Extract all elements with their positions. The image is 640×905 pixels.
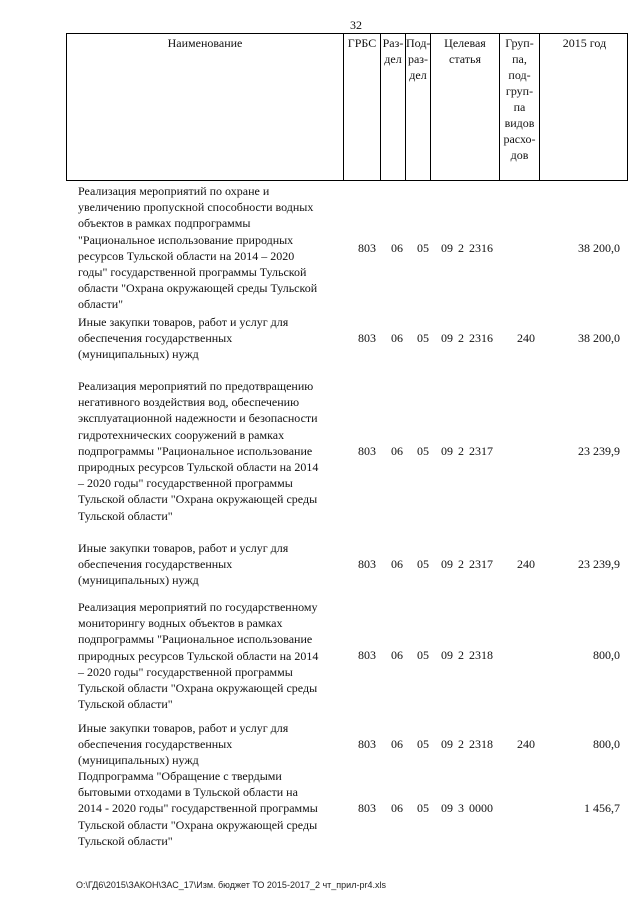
row-grbs: 803 xyxy=(358,331,376,345)
row-sum: 23 239,9 xyxy=(578,444,620,458)
row-podrazdel: 05 xyxy=(417,801,429,815)
row-name: Иные закупки товаров, работ и услуг для обеспечения государственных (муниципальных) нужд xyxy=(78,541,289,588)
row-podrazdel: 05 xyxy=(417,331,429,345)
row-sum: 1 456,7 xyxy=(584,801,620,815)
table-header xyxy=(66,33,628,181)
row-cel: 09 2 2316 xyxy=(441,331,493,345)
row-sum: 800,0 xyxy=(593,737,620,751)
row-name: Подпрограмма "Обращение с твердыми бытовыми отходами в Тульской области на 2014 - 2020 годы" государственной программы Тульской области "Охрана окружающей среды Тульской области" xyxy=(78,769,318,848)
header-grbs: ГРБС xyxy=(344,34,381,180)
row-name: Иные закупки товаров, работ и услуг для обеспечения государственных (муниципальных) нужд xyxy=(78,315,289,362)
row-razdel: 06 xyxy=(391,648,403,662)
row-sum: 38 200,0 xyxy=(578,331,620,345)
row-name: Реализация мероприятий по охране и увеличению пропускной способности водных объектов в рамках подпрограммы "Рациональное использование природных ресурсов Тульской области на 2014 – 2020 годы" государственной программы Тульской области "Охрана окружающей среды Тульской области" xyxy=(78,184,318,312)
row-cel: 09 2 2318 xyxy=(441,737,493,751)
row-razdel: 06 xyxy=(391,737,403,751)
row-grbs: 803 xyxy=(358,737,376,751)
row-sum: 800,0 xyxy=(593,648,620,662)
row-grp: 240 xyxy=(517,557,535,571)
row-cel: 09 3 0000 xyxy=(441,801,493,815)
row-grbs: 803 xyxy=(358,801,376,815)
page-number: 32 xyxy=(350,18,362,32)
row-razdel: 06 xyxy=(391,444,403,458)
header-year: 2015 год xyxy=(562,36,607,50)
header-gruppa: Груп- па, под- груп- па видов расхо- дов xyxy=(500,34,540,180)
row-grbs: 803 xyxy=(358,557,376,571)
row-grbs: 803 xyxy=(358,444,376,458)
row-cel: 09 2 2317 xyxy=(441,444,493,458)
row-cel: 09 2 2316 xyxy=(441,241,493,255)
row-podrazdel: 05 xyxy=(417,737,429,751)
row-podrazdel: 05 xyxy=(417,648,429,662)
header-name: Наименование xyxy=(67,34,344,180)
row-name: Реализация мероприятий по предотвращению негативного воздействия вод, обеспечению эксплуатационной надежности и безопасности гидротехнических сооружений в рамках подпрограммы "Рациональное использование природных ресурсов Тульской области на 2014 – 2020 годы" государственной программы Тульской области "Охрана окружающей среды Тульской области" xyxy=(78,379,319,523)
row-podrazdel: 05 xyxy=(417,444,429,458)
row-razdel: 06 xyxy=(391,801,403,815)
header-razdel: Раз- дел xyxy=(381,34,406,180)
row-name: Иные закупки товаров, работ и услуг для обеспечения государственных (муниципальных) нужд xyxy=(78,721,289,768)
row-name: Реализация мероприятий по государственному мониторингу водных объектов в рамках подпрограммы "Рациональное использование природных ресурсов Тульской области на 2014 – 2020 годы" государственной программы Тульской области "Охрана окружающей среды Тульской области" xyxy=(78,600,319,712)
row-grp: 240 xyxy=(517,737,535,751)
header-celevaya: Целевая статья xyxy=(431,34,500,180)
row-podrazdel: 05 xyxy=(417,241,429,255)
row-sum: 23 239,9 xyxy=(578,557,620,571)
row-grbs: 803 xyxy=(358,648,376,662)
row-cel: 09 2 2317 xyxy=(441,557,493,571)
row-razdel: 06 xyxy=(391,241,403,255)
header-podrazdel: Под- раз- дел xyxy=(406,34,431,180)
file-path-footer: O:\ГД6\2015\ЗАКОН\ЗАС_17\Изм. бюджет ТО 2015-2017_2 чт_прил-pr4.xls xyxy=(76,880,386,890)
row-grp: 240 xyxy=(517,331,535,345)
row-cel: 09 2 2318 xyxy=(441,648,493,662)
row-razdel: 06 xyxy=(391,331,403,345)
row-sum: 38 200,0 xyxy=(578,241,620,255)
row-podrazdel: 05 xyxy=(417,557,429,571)
row-razdel: 06 xyxy=(391,557,403,571)
row-grbs: 803 xyxy=(358,241,376,255)
